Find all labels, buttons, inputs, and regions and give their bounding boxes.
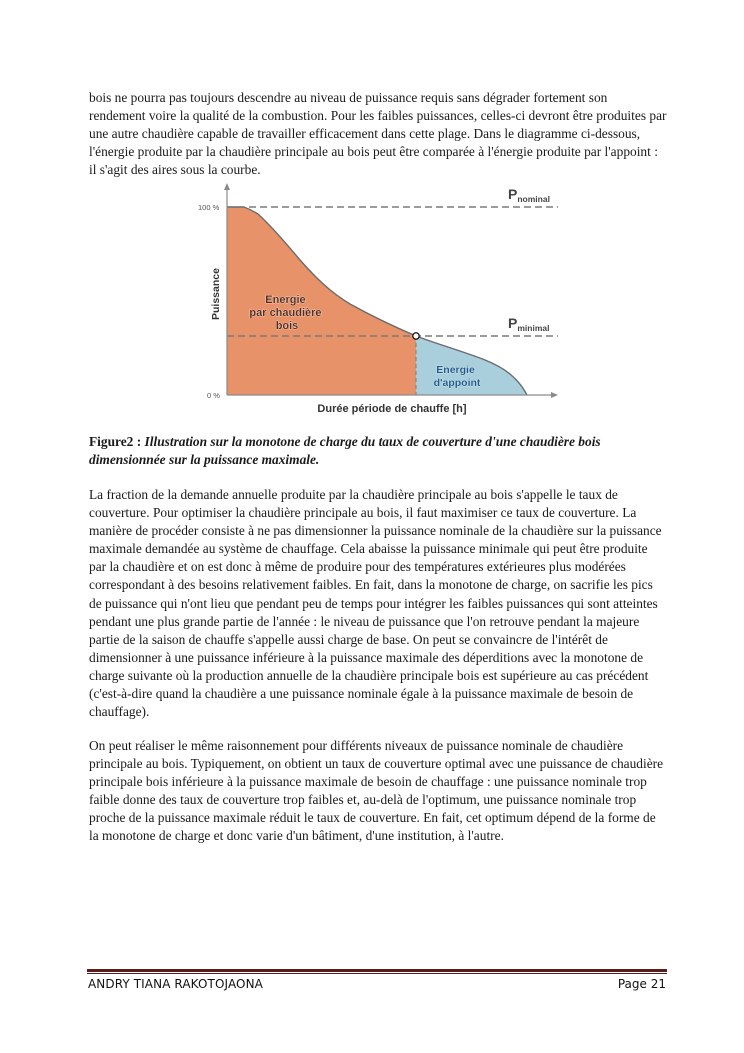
p-minimal-label: Pminimal: [508, 315, 550, 333]
p-minimal-marker-icon: [413, 333, 419, 339]
body-paragraph-1: [89, 486, 667, 721]
wood-area-label: Energie par chaudière bois: [249, 294, 322, 332]
y-axis-label: Puissance: [210, 268, 222, 320]
caption-label: Figure2 :: [89, 434, 145, 449]
x-axis-label: Durée période de chauffe [h]: [317, 403, 467, 415]
caption-text: Illustration sur la monotone de charge du taux de couverture d'une chaudière bois dimensionnée sur la puissance maximale.: [89, 434, 601, 468]
y-axis-arrow-icon: [224, 183, 230, 190]
footer-rule-thin: [87, 973, 667, 974]
x-axis-arrow-icon: [551, 392, 558, 398]
ytick-0: 0 %: [207, 391, 220, 400]
figure-monotone-chart: [190, 180, 570, 420]
ytick-100: 100 %: [198, 203, 220, 212]
figure-caption: [89, 433, 667, 469]
footer-rule: [87, 969, 667, 972]
paragraph-text: La fraction de la demande annuelle produite par la chaudière principale au bois s'appelle le taux de couverture. Pour optimiser la chaudière principale au bois, il faut maximiser ce taux de couverture. La manière de procéder consiste à ne pas dimensionner la puissance nominale de la chaudière sur la puissance maximale demandée au système de chauffage. Cela abaisse la puissance minimale qui peut être produite par la chaudière et on est donc à même de produire pour des températures extérieures plus modérées correspondant à des besoins relativement faibles. En fait, dans la monotone de charge, on sacrifie les pics de puissance qui n'ont lieu que pendant peu de temps pour intégrer les faibles puissances qui sont atteintes pendant une plus grande partie de l'année : le niveau de puissance que l'on retrouve pendant la majeure partie de la saison de chauffe s'appelle aussi charge de base. On peut se convaincre de l'intérêt de dimensionner à une puissance inférieure à la puissance maximale des déperditions avec la monotone de charge suivante où la production annuelle de la chaudière principale bois est supérieure au cas précédent (c'est-à-dire quand la chaudière a une puissance nominale égale à la puissance maximale de besoin de chauffage).: [89, 487, 662, 720]
wood-energy-area: [227, 207, 416, 395]
footer-page-number: Page 21: [617, 977, 666, 991]
intro-paragraph: [89, 89, 667, 179]
paragraph-text: On peut réaliser le même raisonnement pour différents niveaux de puissance nominale de chaudière principale au bois. Typiquement, on obtient un taux de couverture optimal avec une puissance de chaudière principale bois inférieure à la puissance maximale de besoin de chauffage : une puissance nominale trop faible donne des taux de couverture trop faibles et, au-delà de l'optimum, une puissance nominale trop proche de la puissance maximale réduit le taux de couverture. En fait, cet optimum dépend de la forme de la monotone de charge et donc varie d'un bâtiment, d'une institution, à l'autre.: [89, 738, 664, 844]
p-nominal-label: Pnominal: [508, 186, 550, 204]
backup-area-label: Energie d'appoint: [433, 364, 481, 389]
footer-author: ANDRY TIANA RAKOTOJAONA: [88, 977, 263, 991]
body-paragraph-2: [89, 737, 667, 846]
monotone-chart-svg: [190, 180, 570, 420]
intro-text: bois ne pourra pas toujours descendre au niveau de puissance requis sans dégrader fortement son rendement voire la qualité de la combustion. Pour les faibles puissances, celles-ci devront être produites par une autre chaudière capable de travailler efficacement dans cette plage. Dans le diagramme ci-dessous, l'énergie produite par la chaudière principale au bois peut être comparée à l'énergie produite par l'appoint : il s'agit des aires sous la courbe.: [89, 90, 667, 178]
